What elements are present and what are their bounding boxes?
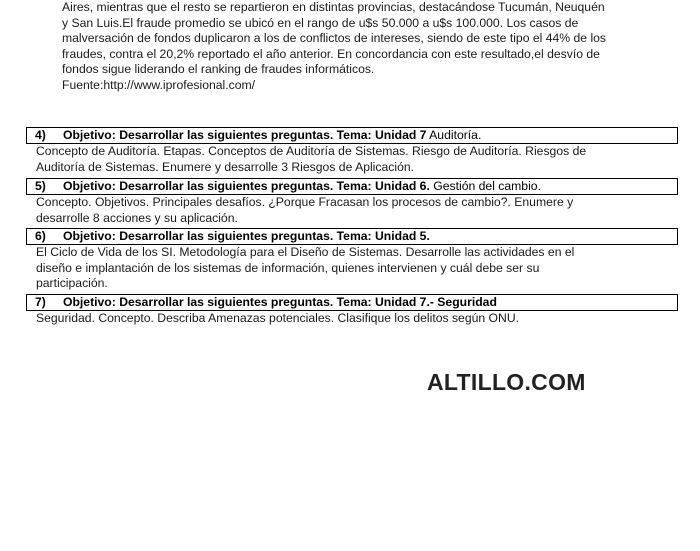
section-heading-bold: Objetivo: Desarrollar las siguientes preguntas. Tema: Unidad 5. <box>63 229 430 243</box>
section-7 <box>26 294 678 327</box>
intro-line: y San Luis.El fraude promedio se ubicó en el rango de u$s 50.000 a u$s 100.000. Los casos de <box>62 15 579 30</box>
section-7-heading <box>26 294 678 311</box>
body-line: Concepto de Auditoría. Etapas. Conceptos de Auditoría de Sistemas. Riesgo de Auditoría. Riesgos de <box>36 144 587 158</box>
body-line: participación. <box>36 276 108 291</box>
intro-line: Aires, mientras que el resto se repartieron en distintas provincias, destacándose Tucumán, Neuquén <box>62 0 605 14</box>
section-number: 6) <box>35 229 46 243</box>
section-5 <box>26 178 678 226</box>
section-heading-bold: Objetivo: Desarrollar las siguientes preguntas. Tema: Unidad 7 <box>63 128 427 142</box>
intro-line: fraudes, contra el 20,2% reportado el año anterior. En concordancia con este resultado,el desvío de <box>62 46 600 61</box>
section-number: 7) <box>35 295 46 309</box>
section-heading-bold: Objetivo: Desarrollar las siguientes preguntas. Tema: Unidad 6. <box>63 179 430 193</box>
intro-paragraph <box>62 0 672 94</box>
section-number: 5) <box>35 179 46 193</box>
section-7-body <box>26 311 678 327</box>
section-4 <box>26 127 678 175</box>
section-heading-topic: Gestión del cambio. <box>429 179 541 193</box>
body-line: desarrolle 8 acciones y su aplicación. <box>36 210 238 225</box>
site-watermark: ALTILLO.COM <box>427 369 586 395</box>
intro-line: malversación de fondos duplicaron a los de conflictos de intereses, siendo de este tipo el 44% de los <box>62 31 607 46</box>
body-line: Concepto. Objetivos. Principales desafíos. ¿Porque Fracasan los procesos de cambio?. Enumere y <box>36 195 574 209</box>
body-line: diseño e implantación de los sistemas de información, quienes intervienen y cuál debe ser su <box>36 260 540 275</box>
section-4-heading <box>26 127 678 144</box>
section-number: 4) <box>35 128 46 142</box>
body-line: Auditoría de Sistemas. Enumere y desarrolle 3 Riesgos de Aplicación. <box>36 159 415 174</box>
section-6 <box>26 228 678 292</box>
intro-line: fondos sigue liderando el ranking de fraudes informáticos. <box>62 62 375 77</box>
body-line: Seguridad. Concepto. Describa Amenazas potenciales. Clasifique los delitos según ONU. <box>36 311 520 325</box>
section-heading-topic: Auditoría. <box>426 128 482 142</box>
body-line: El Ciclo de Vida de los SI. Metodología para el Diseño de Sistemas. Desarrolle las actividades en el <box>36 245 575 259</box>
section-4-body <box>26 144 678 175</box>
source-line: Fuente:http://www.iprofesional.com/ <box>62 77 256 92</box>
section-heading-bold: Objetivo: Desarrollar las siguientes preguntas. Tema: Unidad 7.- Seguridad <box>63 295 497 309</box>
section-6-body <box>26 245 678 292</box>
section-5-heading <box>26 178 678 195</box>
section-6-heading <box>26 228 678 245</box>
section-5-body <box>26 195 678 226</box>
